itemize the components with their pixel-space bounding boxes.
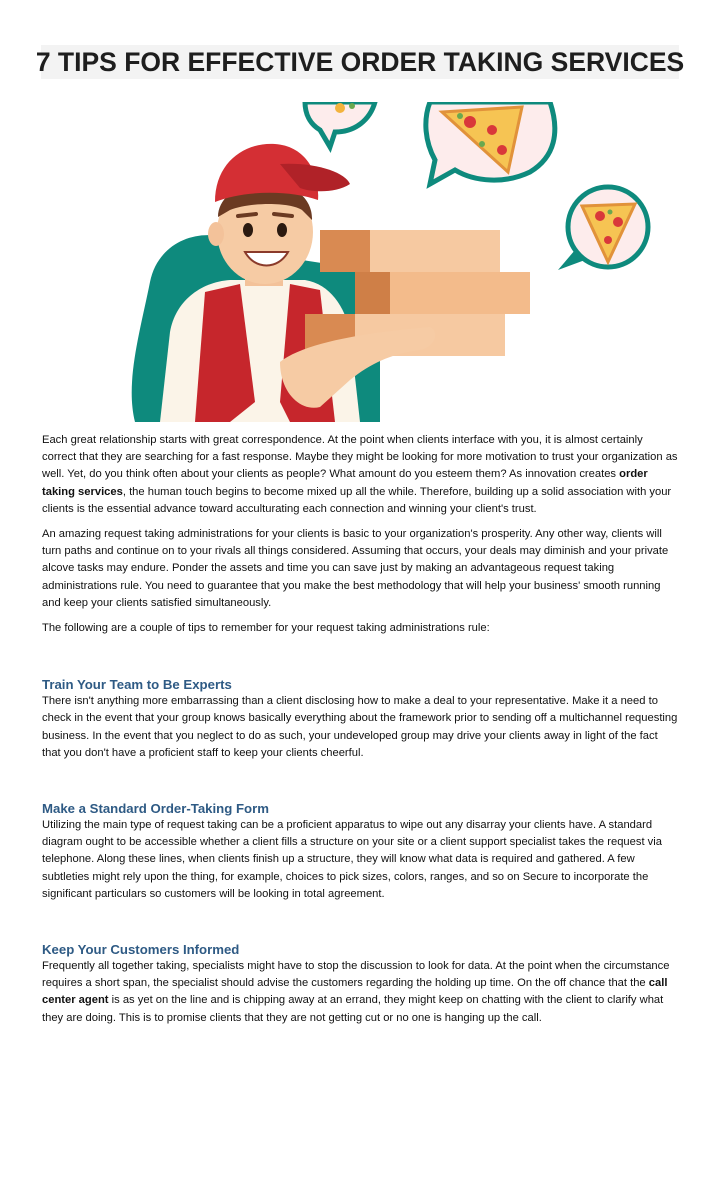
title-bar — [35, 45, 685, 79]
delivery-illustration — [130, 102, 670, 422]
speech-bubble-small — [305, 102, 375, 147]
section-body-order-form: Utilizing the main type of request taking can be a proficient apparatus to wipe out any disarray your clients have. A standard diagram ought to be accessible whether a client fills a structure on your site or a client support specialist takes the request via telephone. Along these lines, when clients finish up a structure, they will know what data is required and gathered. A few subtleties might rely upon the thing, for example, choices to pick sizes, colors, ranges, and so on Secure to incorporate the significant particulars so customers will be looking in total agreement. — [42, 819, 662, 900]
page-title: 7 TIPS FOR EFFECTIVE ORDER TAKING SERVICES — [35, 46, 685, 77]
section-heading-train-team: Train Your Team to Be Experts — [42, 677, 232, 693]
intro-paragraph-1: Each great relationship starts with great correspondence. At the point when clients interface with you, it is almost certainly correct that they are searching for a fast response. Maybe they might be looking for more motivation to trust your organization as well. Yet, do you think often about your clients as people? What amount do you esteem them? As innovation creates order taking services, the human touch begins to become mixed up all the while. Therefore, building up a solid association with your clients is the essential advance toward acculturating each connection and winning your client's trust. — [42, 434, 678, 515]
section-body-keep-informed: Frequently all together taking, specialists might have to stop the discussion to look for data. At the point when the circumstance requires a short span, the specialist should advise the customers regarding the holding up time. On the off chance that the call center agent is as yet on the line and is chipping away at an errand, they might keep on chatting with the client to clarify what they are doing. This is to promise clients that they are not getting cut or no one is hanging up the call. — [42, 960, 670, 1024]
call-center-agent-keyword: call center agent — [42, 977, 668, 1007]
section-body-train-team: There isn't anything more embarrassing than a client disclosing how to make a deal to your representative. Make it a need to check in the event that your group knows basically everything about the framework prior to sending off a multichannel requesting business. In the event that you neglect to do as such, your undeveloped group may drive your clients away in light of the fact that you don't have a proficient staff to keep your clients cheerful. — [42, 695, 678, 759]
section-heading-keep-informed: Keep Your Customers Informed — [42, 942, 240, 958]
section-heading-order-form: Make a Standard Order-Taking Form — [42, 801, 269, 817]
article-body — [42, 432, 678, 1035]
intro-paragraph-3: The following are a couple of tips to remember for your request taking administrations rule: — [42, 622, 490, 635]
speech-bubble-pizza-small — [558, 187, 648, 270]
order-taking-services-keyword: order taking services — [42, 468, 648, 498]
intro-paragraph-2: An amazing request taking administrations for your clients is basic to your organization's prosperity. Any other way, clients will turn paths and continue on to your rivals all things considered. Assuming that occurs, your deals may diminish and your private alcove tasks may endure. Ponder the assets and time you can save just by making an advantageous request taking administrations rule. You need to guarantee that you make the best methodology that will help your business' smooth running and keep your clients satisfied simultaneously. — [42, 528, 669, 609]
speech-bubble-pizza-large — [426, 102, 555, 184]
